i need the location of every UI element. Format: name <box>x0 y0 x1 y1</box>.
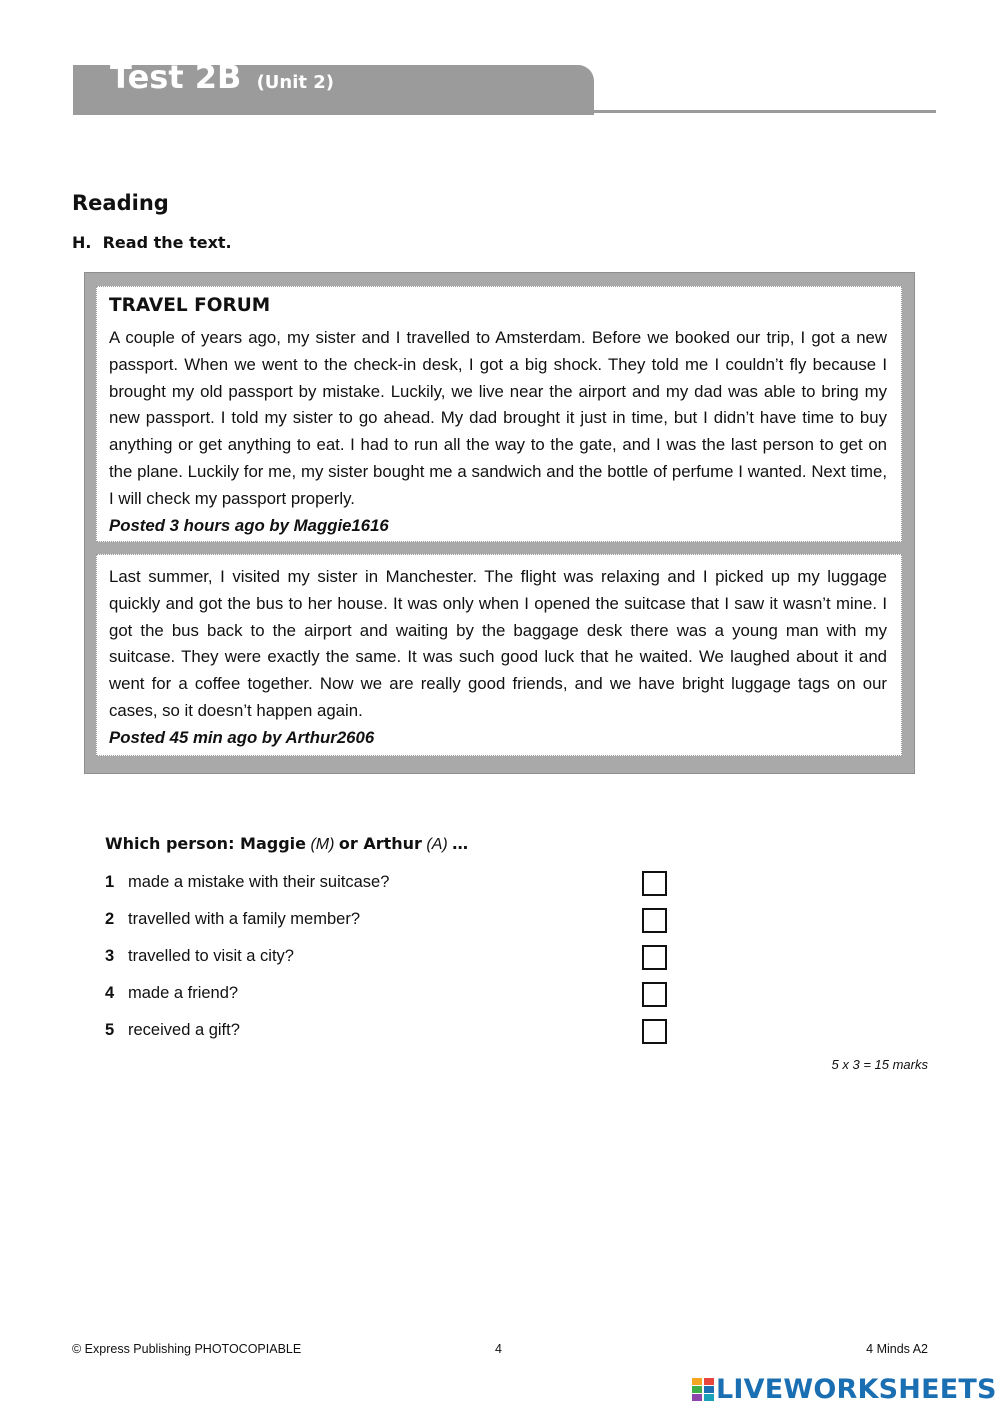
question-number: 3 <box>105 947 115 965</box>
answer-box[interactable] <box>642 982 667 1007</box>
liveworksheets-grid-icon <box>692 1378 714 1402</box>
forum-post-arthur <box>96 554 902 756</box>
question-text: received a gift? <box>128 1021 240 1039</box>
liveworksheets-logo <box>692 1374 997 1405</box>
header-rule <box>594 110 936 113</box>
name-maggie: Maggie <box>240 834 307 853</box>
test-title <box>110 58 334 96</box>
question-text: made a friend? <box>128 984 239 1002</box>
liveworksheets-wordmark: LIVEWORKSHEETS <box>716 1374 997 1405</box>
logo-cell-icon <box>692 1378 702 1385</box>
post-signature: Posted 3 hours ago by Maggie1616 <box>109 515 389 535</box>
question-number: 4 <box>105 984 115 1002</box>
question-number: 5 <box>105 1021 115 1039</box>
question-item <box>105 908 675 934</box>
question-number: 2 <box>105 910 115 928</box>
forum-heading: TRAVEL FORUM <box>109 295 271 316</box>
question-text: travelled with a family member? <box>128 910 360 928</box>
answer-box[interactable] <box>642 871 667 896</box>
marks-note: 5 x 3 = 15 marks <box>831 1057 928 1072</box>
post-body <box>109 325 887 539</box>
question-item <box>105 1019 675 1045</box>
ellipsis: … <box>452 834 469 853</box>
test-title-text: Test 2B <box>110 58 242 96</box>
logo-cell-icon <box>704 1394 714 1401</box>
answer-box[interactable] <box>642 908 667 933</box>
post-text: A couple of years ago, my sister and I travelled to Amsterdam. Before we booked our trip, I got a new passport. When we went to the check-in desk, I got a big shock. They told me I couldn’t fly because I brought my old passport by mistake. Luckily, we live near the airport and my dad was able to bring my new passport. I told my sister to go ahead. My dad brought it just in time, but I didn’t have time to buy anything or get anything to eat. I had to run all the way to the gate, and I was the last person to get on the plane. Luckily for me, my sister bought me a sandwich and the bottle of perfume I wanted. Next time, I will check my passport properly. <box>109 328 887 508</box>
question-text: made a mistake with their suitcase? <box>128 873 390 891</box>
prompt-lead: Which person: <box>105 834 241 853</box>
logo-cell-icon <box>692 1386 702 1393</box>
logo-cell-icon <box>692 1394 702 1401</box>
footer-copyright: © Express Publishing PHOTOCOPIABLE <box>72 1342 302 1356</box>
forum-post-maggie <box>96 286 902 542</box>
post-text: Last summer, I visited my sister in Manchester. The flight was relaxing and I picked up my luggage quickly and got the bus to her house. It was only when I opened the suitcase that I saw it wasn’t mine. I got the bus back to the airport and waiting by the baggage desk there was a young man with my suitcase. They were exactly the same. It was such good luck that he waited. We laughed about it and went for a coffee together. Now we are really good friends, and we have bright luggage tags on our cases, so it doesn’t happen again. <box>109 567 887 720</box>
post-body <box>109 564 887 752</box>
test-unit: (Unit 2) <box>256 72 335 93</box>
question-item <box>105 982 675 1008</box>
question-item <box>105 871 675 897</box>
or-word: or <box>338 834 364 853</box>
logo-cell-icon <box>704 1386 714 1393</box>
post-signature: Posted 45 min ago by Arthur2606 <box>109 727 375 747</box>
footer-page-number: 4 <box>495 1342 502 1356</box>
section-title: Reading <box>72 191 169 215</box>
question-item <box>105 945 675 971</box>
code-m: (M) <box>306 836 339 853</box>
answer-box[interactable] <box>642 945 667 970</box>
footer-book-title: 4 Minds A2 <box>866 1342 928 1356</box>
question-number: 1 <box>105 873 115 891</box>
instruction: H. Read the text. <box>72 233 232 252</box>
question-prompt <box>105 834 468 854</box>
logo-cell-icon <box>704 1378 714 1385</box>
name-arthur: Arthur <box>363 834 422 853</box>
question-text: travelled to visit a city? <box>128 947 294 965</box>
code-a: (A) <box>421 836 453 853</box>
answer-box[interactable] <box>642 1019 667 1044</box>
